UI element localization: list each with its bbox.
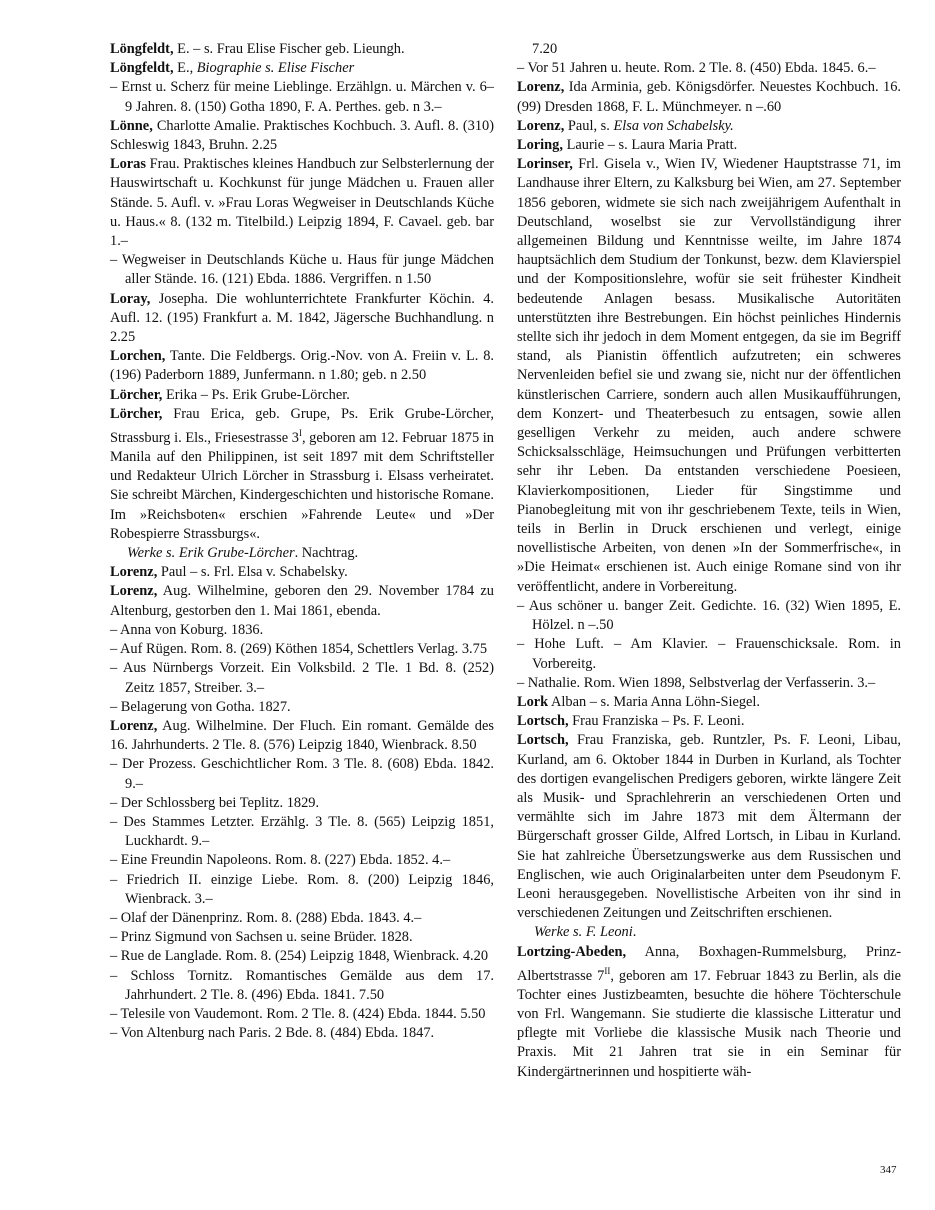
entry-text: – Schloss Tornitz. Romantisches Gemälde aus dem 17. Jahrhundert. 2 Tle. 8. (496) Ebda. 1841. 7.50 [110, 967, 494, 1003]
entry-italic: Werke s. Erik Grube-Lörcher [127, 545, 295, 562]
entry-text: Paul, s. [564, 117, 614, 134]
entry-text: – Eine Freundin Napoleons. Rom. 8. (227) Ebda. 1852. 4.– [110, 852, 451, 869]
entry-text: Frau Erica, geb. Grupe, Ps. Erik Grube-Lörcher, Strassburg i. Els., Friesestrasse 3 [110, 405, 494, 446]
entry-heading: Lorenz, [517, 117, 565, 134]
entry-text: E., [173, 60, 197, 77]
entry-text: – Der Schlossberg bei Teplitz. 1829. [110, 794, 320, 811]
entry [110, 813, 494, 851]
entry-text: Erika – Ps. Erik Grube-Lörcher. [162, 386, 350, 403]
entry [110, 1005, 494, 1024]
entry-heading: Loray, [110, 290, 151, 307]
entry [517, 693, 901, 712]
entry-text: Frl. Gisela v., Wien IV, Wiedener Hauptstrasse 71, im Landhause ihrer Eltern, zu Kalksburg bei Wien, am 27. September 1856 geboren, widmete sie sich nach zweijährigem Aufenthalt in Deutschland, woselbst sie zur Vervollständigung ihrer allgemeinen Bildung und Kenntnisse weilte, im Jahre 1874 hauptsächlich dem Studium der Tonkunst, bezw. dem Klavierspiel und der Kompositionslehre, wofür sie seit frühester Kindheit bedeutende Anlagen besass. Musikalische Autoritäten unterstützten ihre Bestrebungen. Ein höchst peinliches Hindernis stellte sich ihr jedoch in dem Moment entgegen, da sie im Begriff stand, als Pianistin öffentlich aufzutreten; ein schweres Nervenleiden befiel sie und zwang sie, nicht nur der öffentlichen künstlerischen Carriere, sondern auch allen Musikaufführungen, dem Konzert- und Theaterbesuch zu entsagen, sowie allen geselligen Verkehr zu meiden, auch andere schwere Schicksalsschläge, Heimsuchungen und Prüfungen verbitterten sehr ihr Leben. Da entstanden verschiedene Poesieen, Klavierkompositionen, Lieder für Singstimme und Pianobegleitung mit von ihr geschriebenem Texte, teils in Wien, teils in Berlin in Druck erschienen und verlegt, einige novellistische Arbeiten, von denen »In der Sommerfrische«, in »Die Heimat« erschienen ist. Auch einige Romane sind von ihr veröffentlicht, andere in Vorbereitung. [517, 156, 901, 595]
entry-text: – Aus Nürnbergs Vorzeit. Ein Volksbild. 2 Tle. 1 Bd. 8. (252) Zeitz 1857, Streiber. 3.– [110, 660, 494, 696]
entry [110, 59, 494, 78]
entry [110, 386, 494, 405]
entry-text: – Friedrich II. einzige Liebe. Rom. 8. (200) Leipzig 1846, Wienbrack. 3.– [110, 871, 494, 907]
entry-text: . Nachtrag. [294, 545, 359, 562]
entry-text: Paul – s. Frl. Elsa v. Schabelsky. [157, 564, 348, 581]
entry-text: Frau Franziska, geb. Runtzler, Ps. F. Leoni, Libau, Kurland, am 6. Oktober 1844 in Durben in Kurland, als Tochter des dortigen evangelischen Predigers geboren, wirkte längere Zeit als Musik- und Sprachlehrerin an verschiedenen Orten und vermählte sich im Jahre 1873 mit dem Ältermann der Bürgerschaft grosser Gilde, Alfred Lortsch, in Libau in Kurland. Sie hat zahlreiche Übersetzungswerke aus dem Russischen und Englischen, wie auch Originalarbeiten unter dem Pseudonym F. Leoni herausgegeben. Novellistische Arbeiten von ihr sind in verschiedenen Zeitungen und Zeitschriften erschienen. [517, 732, 901, 922]
entry [110, 640, 494, 659]
superscript: II [604, 965, 611, 976]
entry-text: – Hohe Luft. – Am Klavier. – Frauenschicksale. Rom. in Vorbereitg. [517, 636, 901, 672]
entry-text: , geboren am 12. Februar 1875 in Manila auf den Philippinen, ist seit 1897 mit dem Schriftsteller und Redakteur Ulrich Lörcher in Strassburg i. Elsass verheiratet. Sie schreibt Märchen, Kindergeschichten und historische Romane. Im »Reichsboten« erschien »Fahrende Leute« und »Der Robespierre Strassburgs«. [110, 429, 494, 542]
entry [110, 794, 494, 813]
entry-heading: Lorenz, [110, 717, 158, 734]
entry-text: Aug. Wilhelmine, geboren den 29. November 1784 zu Altenburg, gestorben den 1. Mai 1861, ebenda. [110, 583, 494, 619]
entry-italic: Biographie s. Elise Fischer [196, 60, 355, 77]
entry [517, 597, 901, 635]
entry-heading: Lortsch, [517, 713, 569, 730]
entry-heading: Löngfeldt, [110, 41, 174, 57]
entry [517, 117, 901, 136]
entry-text: Josepha. Die wohlunterrichtete Frankfurter Köchin. 4. Aufl. 12. (195) Frankfurt a. M. 1842, Jägersche Buchhandlung. n 2.25 [110, 290, 494, 346]
entry [110, 621, 494, 640]
entry-text: Ida Arminia, geb. Königsdörfer. Neuestes Kochbuch. 16. (99) Dresden 1868, F. L. Münchmeyer. n –.60 [517, 79, 901, 115]
entry [517, 712, 901, 731]
entry-text: – Rue de Langlade. Rom. 8. (254) Leipzig 1848, Wienbrack. 4.20 [110, 948, 489, 965]
entry-text: Tante. Die Feldbergs. Orig.-Nov. von A. Freiin v. L. 8. (196) Paderborn 1889, Junfermann. n 1.80; geb. n 2.50 [110, 348, 494, 384]
entry [110, 251, 494, 289]
entry [517, 136, 901, 155]
entry-text: – Der Prozess. Geschichtlicher Rom. 3 Tle. 8. (608) Ebda. 1842. 9.– [110, 756, 494, 792]
entry [110, 155, 494, 251]
entry [517, 635, 901, 673]
entry-heading: Lork [517, 693, 549, 710]
entry-heading: Lörcher, [110, 405, 163, 422]
entry-text: E. – s. Frau Elise Fischer geb. Lieungh. [173, 41, 405, 57]
entry-heading: Lortzing-Abeden, [517, 943, 627, 960]
entry [110, 290, 494, 348]
entry-text: Laurie – s. Laura Maria Pratt. [562, 137, 738, 154]
entry-text: – Anna von Koburg. 1836. [110, 621, 264, 638]
entry [110, 117, 494, 155]
entry-heading: Lönne, [110, 117, 153, 134]
entry [517, 59, 901, 78]
entry [110, 544, 494, 563]
entry-heading: Lorenz, [110, 564, 158, 581]
entry-heading: Lorenz, [517, 79, 565, 96]
entry-text: – Von Altenburg nach Paris. 2 Bde. 8. (484) Ebda. 1847. [110, 1025, 435, 1042]
entry-text: Alban – s. Maria Anna Löhn-Siegel. [548, 693, 761, 710]
entry-text: – Auf Rügen. Rom. 8. (269) Köthen 1854, Schettlers Verlag. 3.75 [110, 641, 488, 658]
entry [110, 698, 494, 717]
entry-text: – Des Stammes Letzter. Erzählg. 3 Tle. 8. (565) Leipzig 1851, Luckhardt. 9.– [110, 813, 494, 850]
entry-italic: Werke s. F. Leoni [534, 924, 633, 941]
entry [110, 717, 494, 755]
page-number: 347 [880, 1164, 897, 1176]
entry-heading: Lortsch, [517, 732, 569, 749]
entry-heading: Lorchen, [110, 348, 166, 365]
entry-text: Anna, Boxhagen-Rummelsburg, Prinz-Albertstrasse 7 [517, 943, 901, 984]
entry-text: – Prinz Sigmund von Sachsen u. seine Brüder. 1828. [110, 929, 413, 946]
superscript: I [298, 428, 302, 439]
entry-text: . [632, 924, 637, 941]
entry [517, 40, 901, 59]
entry [110, 347, 494, 385]
entry-text: – Telesile von Vaudemont. Rom. 2 Tle. 8. (424) Ebda. 1844. 5.50 [110, 1005, 486, 1022]
entry-text: – Wegweiser in Deutschlands Küche u. Haus für junge Mädchen aller Stände. 16. (121) Ebda. 1886. Vergriffen. n 1.50 [110, 252, 494, 288]
entry-italic: Elsa von Schabelsky. [613, 117, 734, 134]
entry [110, 659, 494, 697]
entry-heading: Loras [110, 156, 146, 173]
entry-text: – Olaf der Dänenprinz. Rom. 8. (288) Ebda. 1843. 4.– [110, 909, 422, 926]
entry [110, 78, 494, 116]
entry [110, 563, 494, 582]
entry [110, 405, 494, 544]
entry-text: Aug. Wilhelmine. Der Fluch. Ein romant. Gemälde des 16. Jahrhunderts. 2 Tle. 8. (576) Leipzig 1840, Wienbrack. 8.50 [110, 717, 494, 754]
entry [517, 674, 901, 693]
entry-text: – Belagerung von Gotha. 1827. [110, 698, 291, 715]
entry-text: Charlotte Amalie. Praktisches Kochbuch. 3. Aufl. 8. (310) Schleswig 1843, Bruhn. 2.25 [110, 117, 494, 154]
entry-heading: Lorinser, [517, 156, 573, 173]
entry [517, 943, 901, 1082]
entry-text: Frau. Praktisches kleines Handbuch zur Selbsterlernung der Hauswirtschaft u. Kochkunst für junge Mädchen u. Frauen aller Stände. 5. Aufl. v. »Frau Loras Wegweiser in Deutschlands Küche u. Haus.« 8. (132 m. Titelbild.) Leipzig 1894, F. Cavael. geb. bar 1.– [110, 156, 494, 250]
entry [110, 755, 494, 793]
entry [517, 78, 901, 116]
entry [517, 155, 901, 597]
entry-text: , geboren am 17. Februar 1843 zu Berlin, als die Tochter eines Justizbeamten, besuchte die höhere Töchterschule von Frl. Wangemann. Sie studierte die klassische Litteratur und pflegte mit Vorliebe die klassische Musik nach Theorie und Praxis. Mit 21 Jahren trat sie in ein Seminar für Kindergärtnerinnen und hospitierte wäh- [517, 967, 901, 1080]
entry-heading: Lörcher, [110, 386, 163, 403]
entry [110, 1024, 494, 1043]
entry [110, 582, 494, 620]
entry-heading: Löngfeldt, [110, 60, 174, 77]
entry-text: Frau Franziska – Ps. F. Leoni. [568, 713, 745, 730]
entry-heading: Lorenz, [110, 583, 158, 600]
entry [110, 909, 494, 928]
entry [110, 40, 494, 59]
entry-text: 7.20 [532, 41, 558, 57]
entry-heading: Loring, [517, 137, 563, 154]
entry [110, 871, 494, 909]
entry-text: – Aus schöner u. banger Zeit. Gedichte. 16. (32) Wien 1895, E. Hölzel. n –.50 [517, 597, 901, 634]
entry-text: – Ernst u. Scherz für meine Lieblinge. Erzählgn. u. Märchen v. 6–9 Jahren. 8. (150) Gotha 1890, F. A. Perthes. geb. n 3.– [110, 79, 494, 115]
entry-text: – Vor 51 Jahren u. heute. Rom. 2 Tle. 8. (450) Ebda. 1845. 6.– [517, 60, 876, 77]
entry [517, 731, 901, 923]
left-column [110, 40, 494, 1043]
entry [110, 947, 494, 966]
entry [110, 967, 494, 1005]
entry [110, 851, 494, 870]
entry-text: – Nathalie. Rom. Wien 1898, Selbstverlag der Verfasserin. 3.– [517, 674, 876, 691]
entry [110, 928, 494, 947]
entry [517, 923, 901, 942]
right-column [517, 40, 901, 1082]
